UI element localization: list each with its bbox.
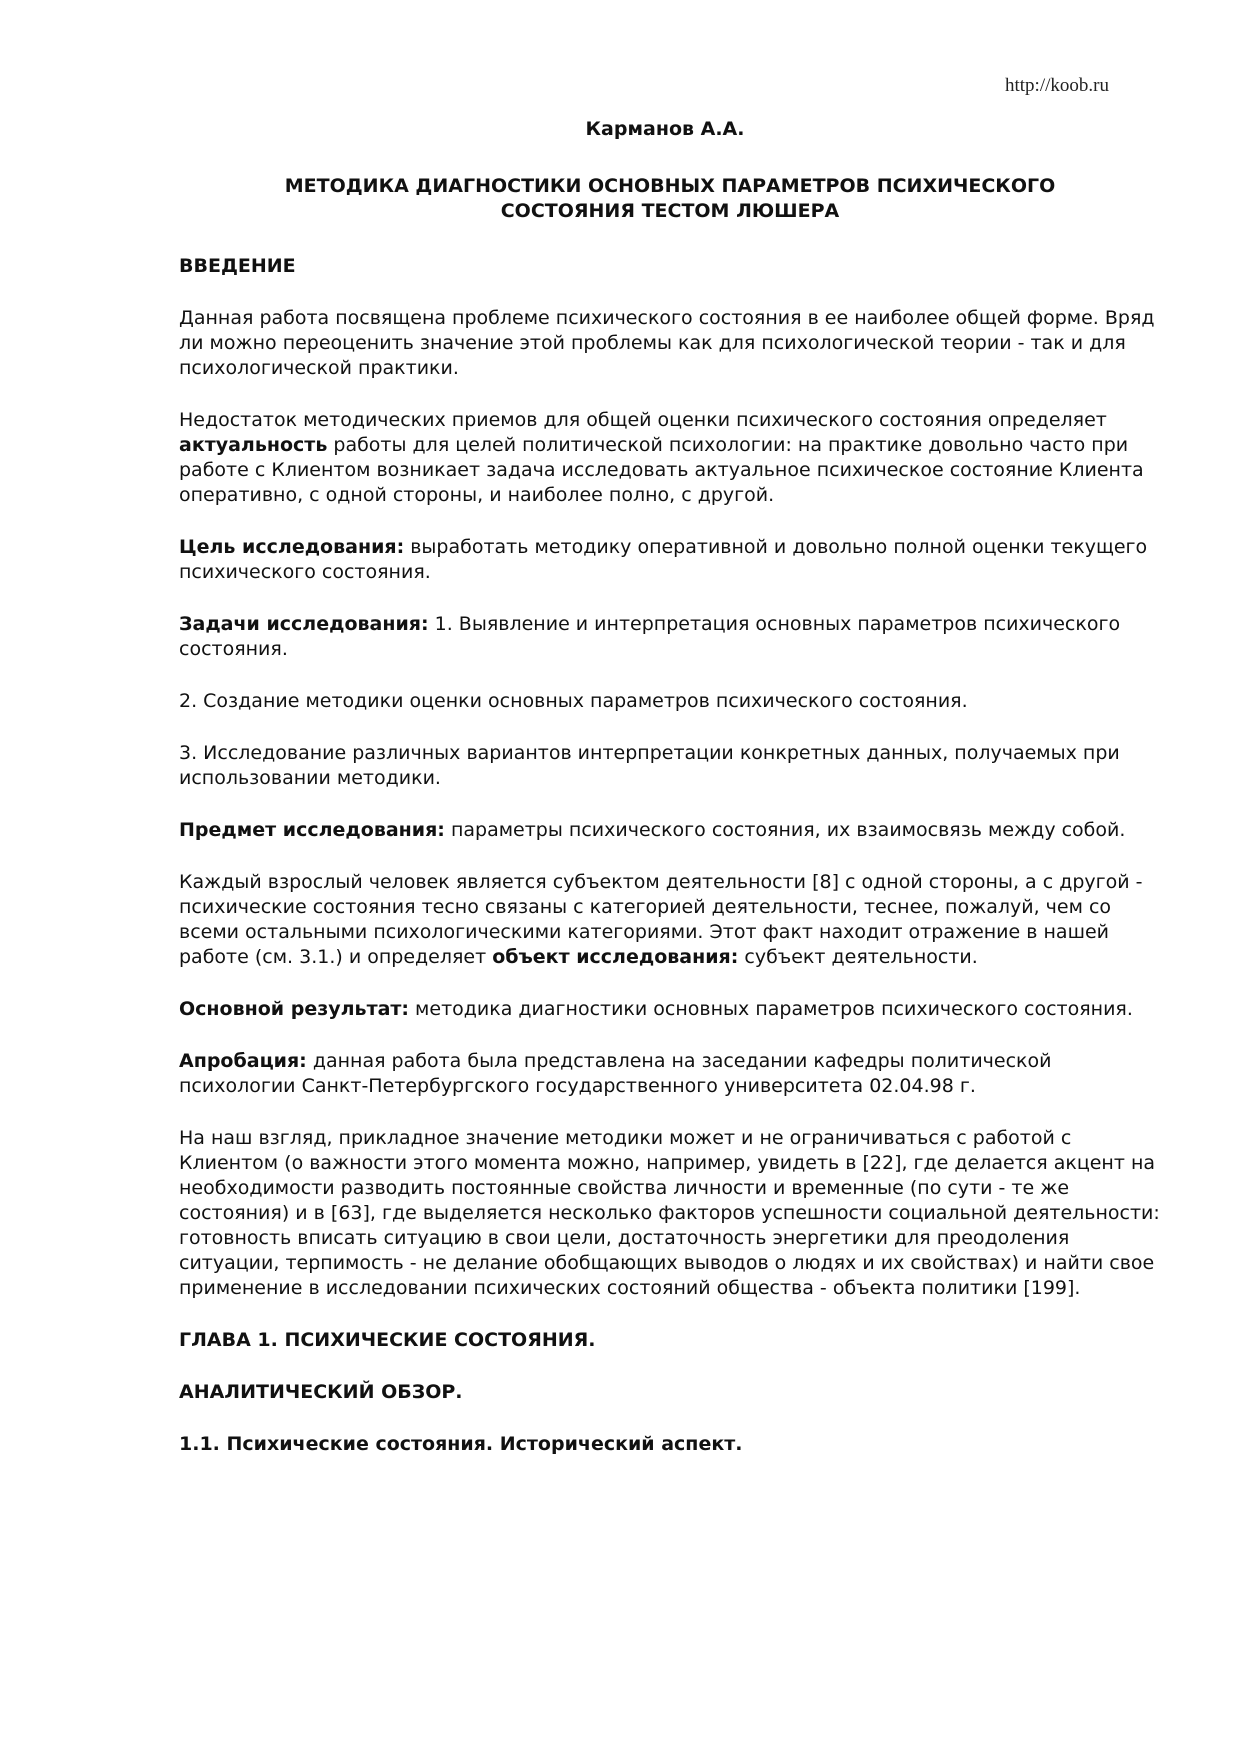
paragraph-subject [179,818,1169,843]
paragraph-goal [179,535,1169,585]
result-label: Основной результат: [179,998,410,1020]
title-line-2: СОСТОЯНИЯ ТЕСТОМ ЛЮШЕРА [500,200,840,222]
paragraph-task-3: 3. Исследование различных вариантов интерпретации конкретных данных, получаемых при использовании методики. [179,742,1120,789]
document-title [180,174,1160,224]
goal-text: выработать методику оперативной и довольно полной оценки текущего психического состояния. [179,536,1148,583]
subject-text: параметры психического состояния, их взаимосвязь между собой. [444,819,1126,841]
result-text: методика диагностики основных параметров психического состояния. [409,998,1133,1020]
approbation-label: Апробация: [179,1050,307,1072]
relevance-keyword: актуальность [179,434,328,456]
title-line-1: МЕТОДИКА ДИАГНОСТИКИ ОСНОВНЫХ ПАРАМЕТРОВ ПСИХИЧЕСКОГО [284,175,1056,197]
tasks-text: 1. Выявление и интерпретация основных параметров психического состояния. [179,613,1121,660]
paragraph-intro: Данная работа посвящена проблеме психического состояния в ее наиболее общей форме. Вряд ли можно переоценить значение этой проблемы как для психологической теории - так и для психологической практики. [179,307,1155,379]
approbation-text: данная работа была представлена на заседании кафедры политической психологии Санкт-Петербургского государственного университета 02.04.98 г. [179,1050,1052,1097]
paragraph-result [179,997,1169,1022]
paragraph-relevance [179,408,1169,508]
paragraph-applied: На наш взгляд, прикладное значение методики может и не ограничиваться с работой с Клиентом (о важности этого момента можно, например, увидеть в [22], где делается акцент на необходимости разводить постоянные свойства личности и временные (по сути - те же состояния) и в [63], где выделяется несколько факторов успешности социальной деятельности: готовность вписать ситуацию в свои цели, достаточность энергетики для преодоления ситуации, терпимость - не делание обобщающих выводов о людях и их свойствах) и найти свое применение в исследовании психических состояний общества - объекта политики [199]. [179,1127,1160,1299]
object-label: объект исследования: [492,946,739,968]
analytic-review-heading: АНАЛИТИЧЕСКИЙ ОБЗОР. [179,1381,463,1403]
relevance-text-before: Недостаток методических приемов для общей оценки психического состояния определяет [179,409,1107,431]
chapter-1-heading: ГЛАВА 1. ПСИХИЧЕСКИЕ СОСТОЯНИЯ. [179,1329,596,1351]
tasks-label: Задачи исследования: [179,613,429,635]
goal-label: Цель исследования: [179,536,405,558]
paragraph-object [179,870,1169,970]
relevance-text-after: работы для целей политической психологии: на практике довольно часто при работе с Клиентом возникает задача исследовать актуальное психическое состояние Клиента оперативно, с одной стороны, и наиболее полно, с другой. [179,434,1144,506]
paragraph-tasks [179,612,1169,662]
paragraph-approbation [179,1049,1169,1099]
subject-label: Предмет исследования: [179,819,445,841]
section-1-1-heading: 1.1. Психические состояния. Исторический аспект. [179,1433,743,1455]
paragraph-task-2: 2. Создание методики оценки основных параметров психического состояния. [179,690,968,712]
object-text-before: Каждый взрослый человек является субъектом деятельности [8] с одной стороны, а с другой - психические состояния тесно связаны с категорией деятельности, теснее, пожалуй, чем со всеми остальными психологическими категориями. Этот факт находит отражение в нашей работе (см. 3.1.) и определяет [179,871,1143,968]
document-body [179,254,1169,1484]
intro-heading: ВВЕДЕНИЕ [179,255,296,277]
object-text-after: субъект деятельности. [738,946,978,968]
author-name: Карманов А.А. [585,118,745,140]
source-url[interactable]: http://koob.ru [1005,75,1109,96]
